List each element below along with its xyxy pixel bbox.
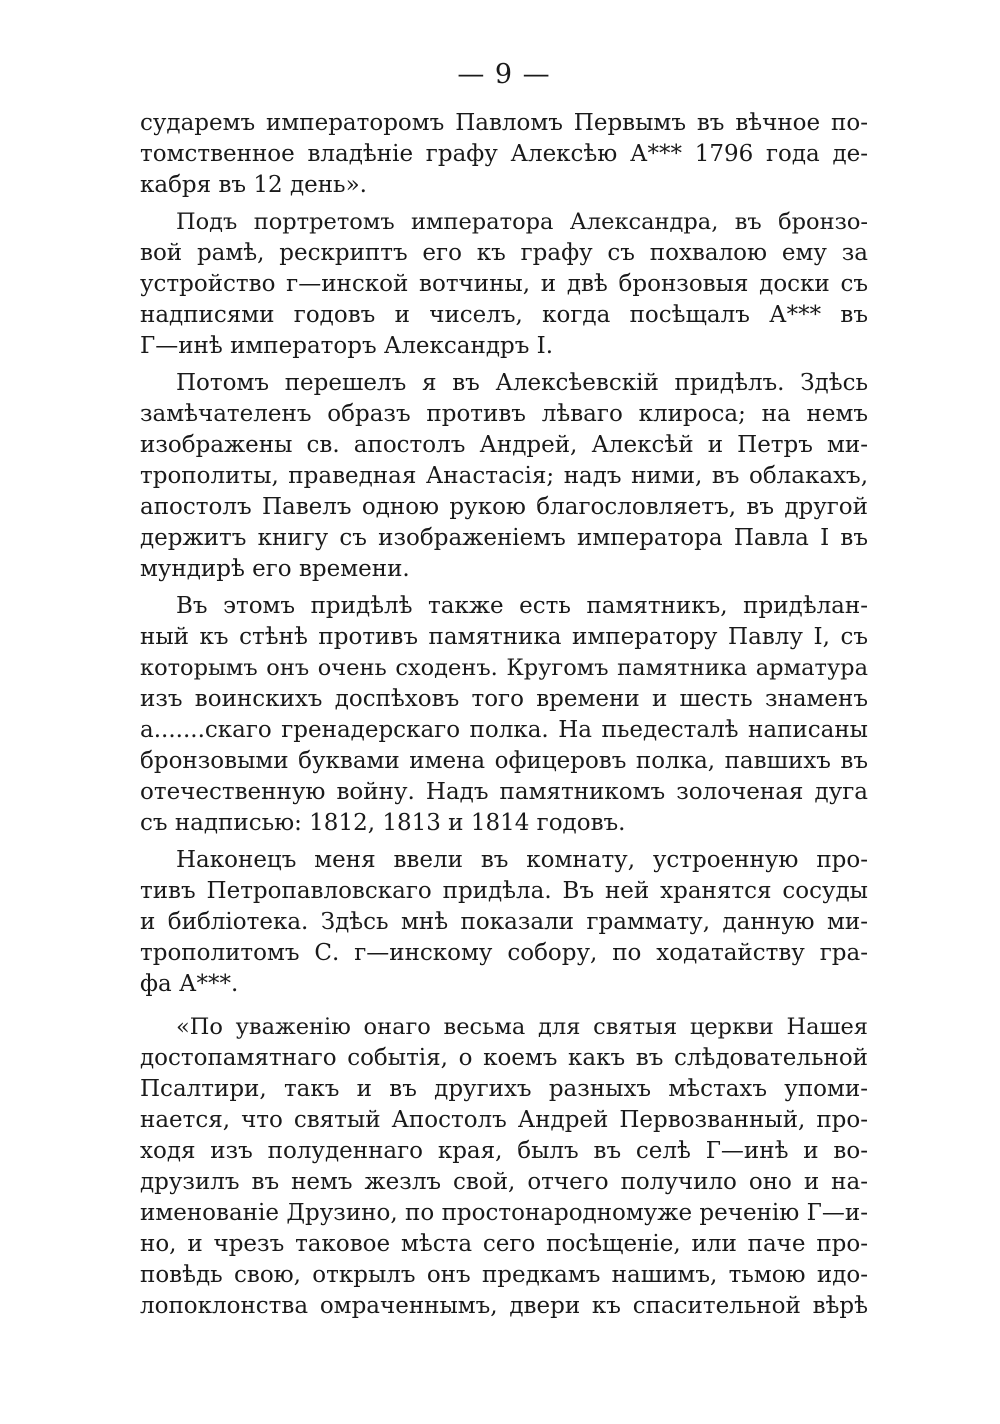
text-line: вой рамѣ, рескриптъ его къ графу съ похвалою ему за xyxy=(140,240,868,266)
page-number: — 9 — xyxy=(457,59,551,90)
text-line: держитъ книгу съ изображеніемъ императора Павла I въ xyxy=(140,525,868,551)
text-line: которымъ онъ очень сходенъ. Кругомъ памятника арматура xyxy=(140,655,868,681)
paragraph-3 xyxy=(140,368,868,585)
text-line: повѣдь свою, открылъ онъ предкамъ нашимъ, тьмою идо- xyxy=(140,1262,868,1288)
text-line: Наконецъ меня ввели въ комнату, устроенную про- xyxy=(176,847,868,873)
text-line: тивъ Петропавловскаго придѣла. Въ ней хранятся сосуды xyxy=(140,878,868,904)
text-line: изображены св. апостолъ Андрей, Алексѣй и Петръ ми- xyxy=(140,432,868,458)
paragraph-1 xyxy=(140,108,868,201)
text-line: кабря въ 12 день». xyxy=(140,172,367,198)
book-page xyxy=(140,58,868,1322)
paragraph-5 xyxy=(140,845,868,1000)
text-line: Г—инѣ императоръ Александръ I. xyxy=(140,333,554,359)
text-line: ный къ стѣнѣ противъ памятника императору Павлу I, съ xyxy=(140,624,868,650)
text-line: и библіотека. Здѣсь мнѣ показали граммату, данную ми- xyxy=(140,909,868,935)
paragraph-4 xyxy=(140,591,868,839)
text-line: замѣчателенъ образъ противъ лѣваго клироса; на немъ xyxy=(140,401,868,427)
text-line: фа А***. xyxy=(140,971,239,997)
text-line: трополитомъ С. г—инскому собору, по ходатайству гра- xyxy=(140,940,868,966)
text-line: нается, что святый Апостолъ Андрей Первозванный, про- xyxy=(140,1107,868,1133)
text-line: но, и чрезъ таковое мѣста сего посѣщеніе, или паче про- xyxy=(140,1231,868,1257)
text-line: именованіе Друзино, по простонародномуже реченію Г—и- xyxy=(140,1200,868,1226)
text-line: сударемъ императоромъ Павломъ Первымъ въ вѣчное по- xyxy=(140,110,868,136)
text-line: друзилъ въ немъ жезлъ свой, отчего получило оно и на- xyxy=(140,1169,868,1195)
paragraph-2 xyxy=(140,207,868,362)
text-line: устройство г—инской вотчины, и двѣ бронзовыя доски съ xyxy=(140,271,868,297)
text-line: Псалтири, такъ и въ другихъ разныхъ мѣстахъ упоми- xyxy=(140,1076,868,1102)
paragraph-6-quote xyxy=(140,1012,868,1322)
text-line: достопамятнаго событія, о коемъ какъ въ слѣдовательной xyxy=(140,1045,868,1071)
text-line: отечественную войну. Надъ памятникомъ золоченая дуга xyxy=(140,779,868,805)
text-line: съ надписью: 1812, 1813 и 1814 годовъ. xyxy=(140,810,626,836)
text-line: томственное владѣніе графу Алексѣю А*** 1796 года де- xyxy=(140,141,868,167)
text-line: Потомъ перешелъ я въ Алексѣевскій придѣлъ. Здѣсь xyxy=(176,370,868,396)
text-line: изъ воинскихъ доспѣховъ того времени и шесть знаменъ xyxy=(140,686,868,712)
text-line: ходя изъ полуденнаго края, былъ въ селѣ Г—инѣ и во- xyxy=(140,1138,868,1164)
text-line: бронзовыми буквами имена офицеровъ полка, павшихъ въ xyxy=(140,748,868,774)
text-line: мундирѣ его времени. xyxy=(140,556,410,582)
text-line: надписями годовъ и чиселъ, когда посѣщалъ А*** въ xyxy=(140,302,868,328)
text-line: Въ этомъ придѣлѣ также есть памятникъ, придѣлан- xyxy=(176,593,868,619)
text-line: трополиты, праведная Анастасія; надъ ними, въ облакахъ, xyxy=(140,463,868,489)
text-line: апостолъ Павелъ одною рукою благословляетъ, въ другой xyxy=(140,494,868,520)
text-line: Подъ портретомъ императора Александра, въ бронзо- xyxy=(176,209,868,235)
text-line: лопоклонства омраченнымъ, двери къ спасительной вѣрѣ xyxy=(140,1293,868,1319)
text-line: а.......скаго гренадерскаго полка. На пьедесталѣ написаны xyxy=(140,717,868,743)
text-line: «По уваженію онаго весьма для святыя церкви Нашея xyxy=(176,1014,868,1040)
